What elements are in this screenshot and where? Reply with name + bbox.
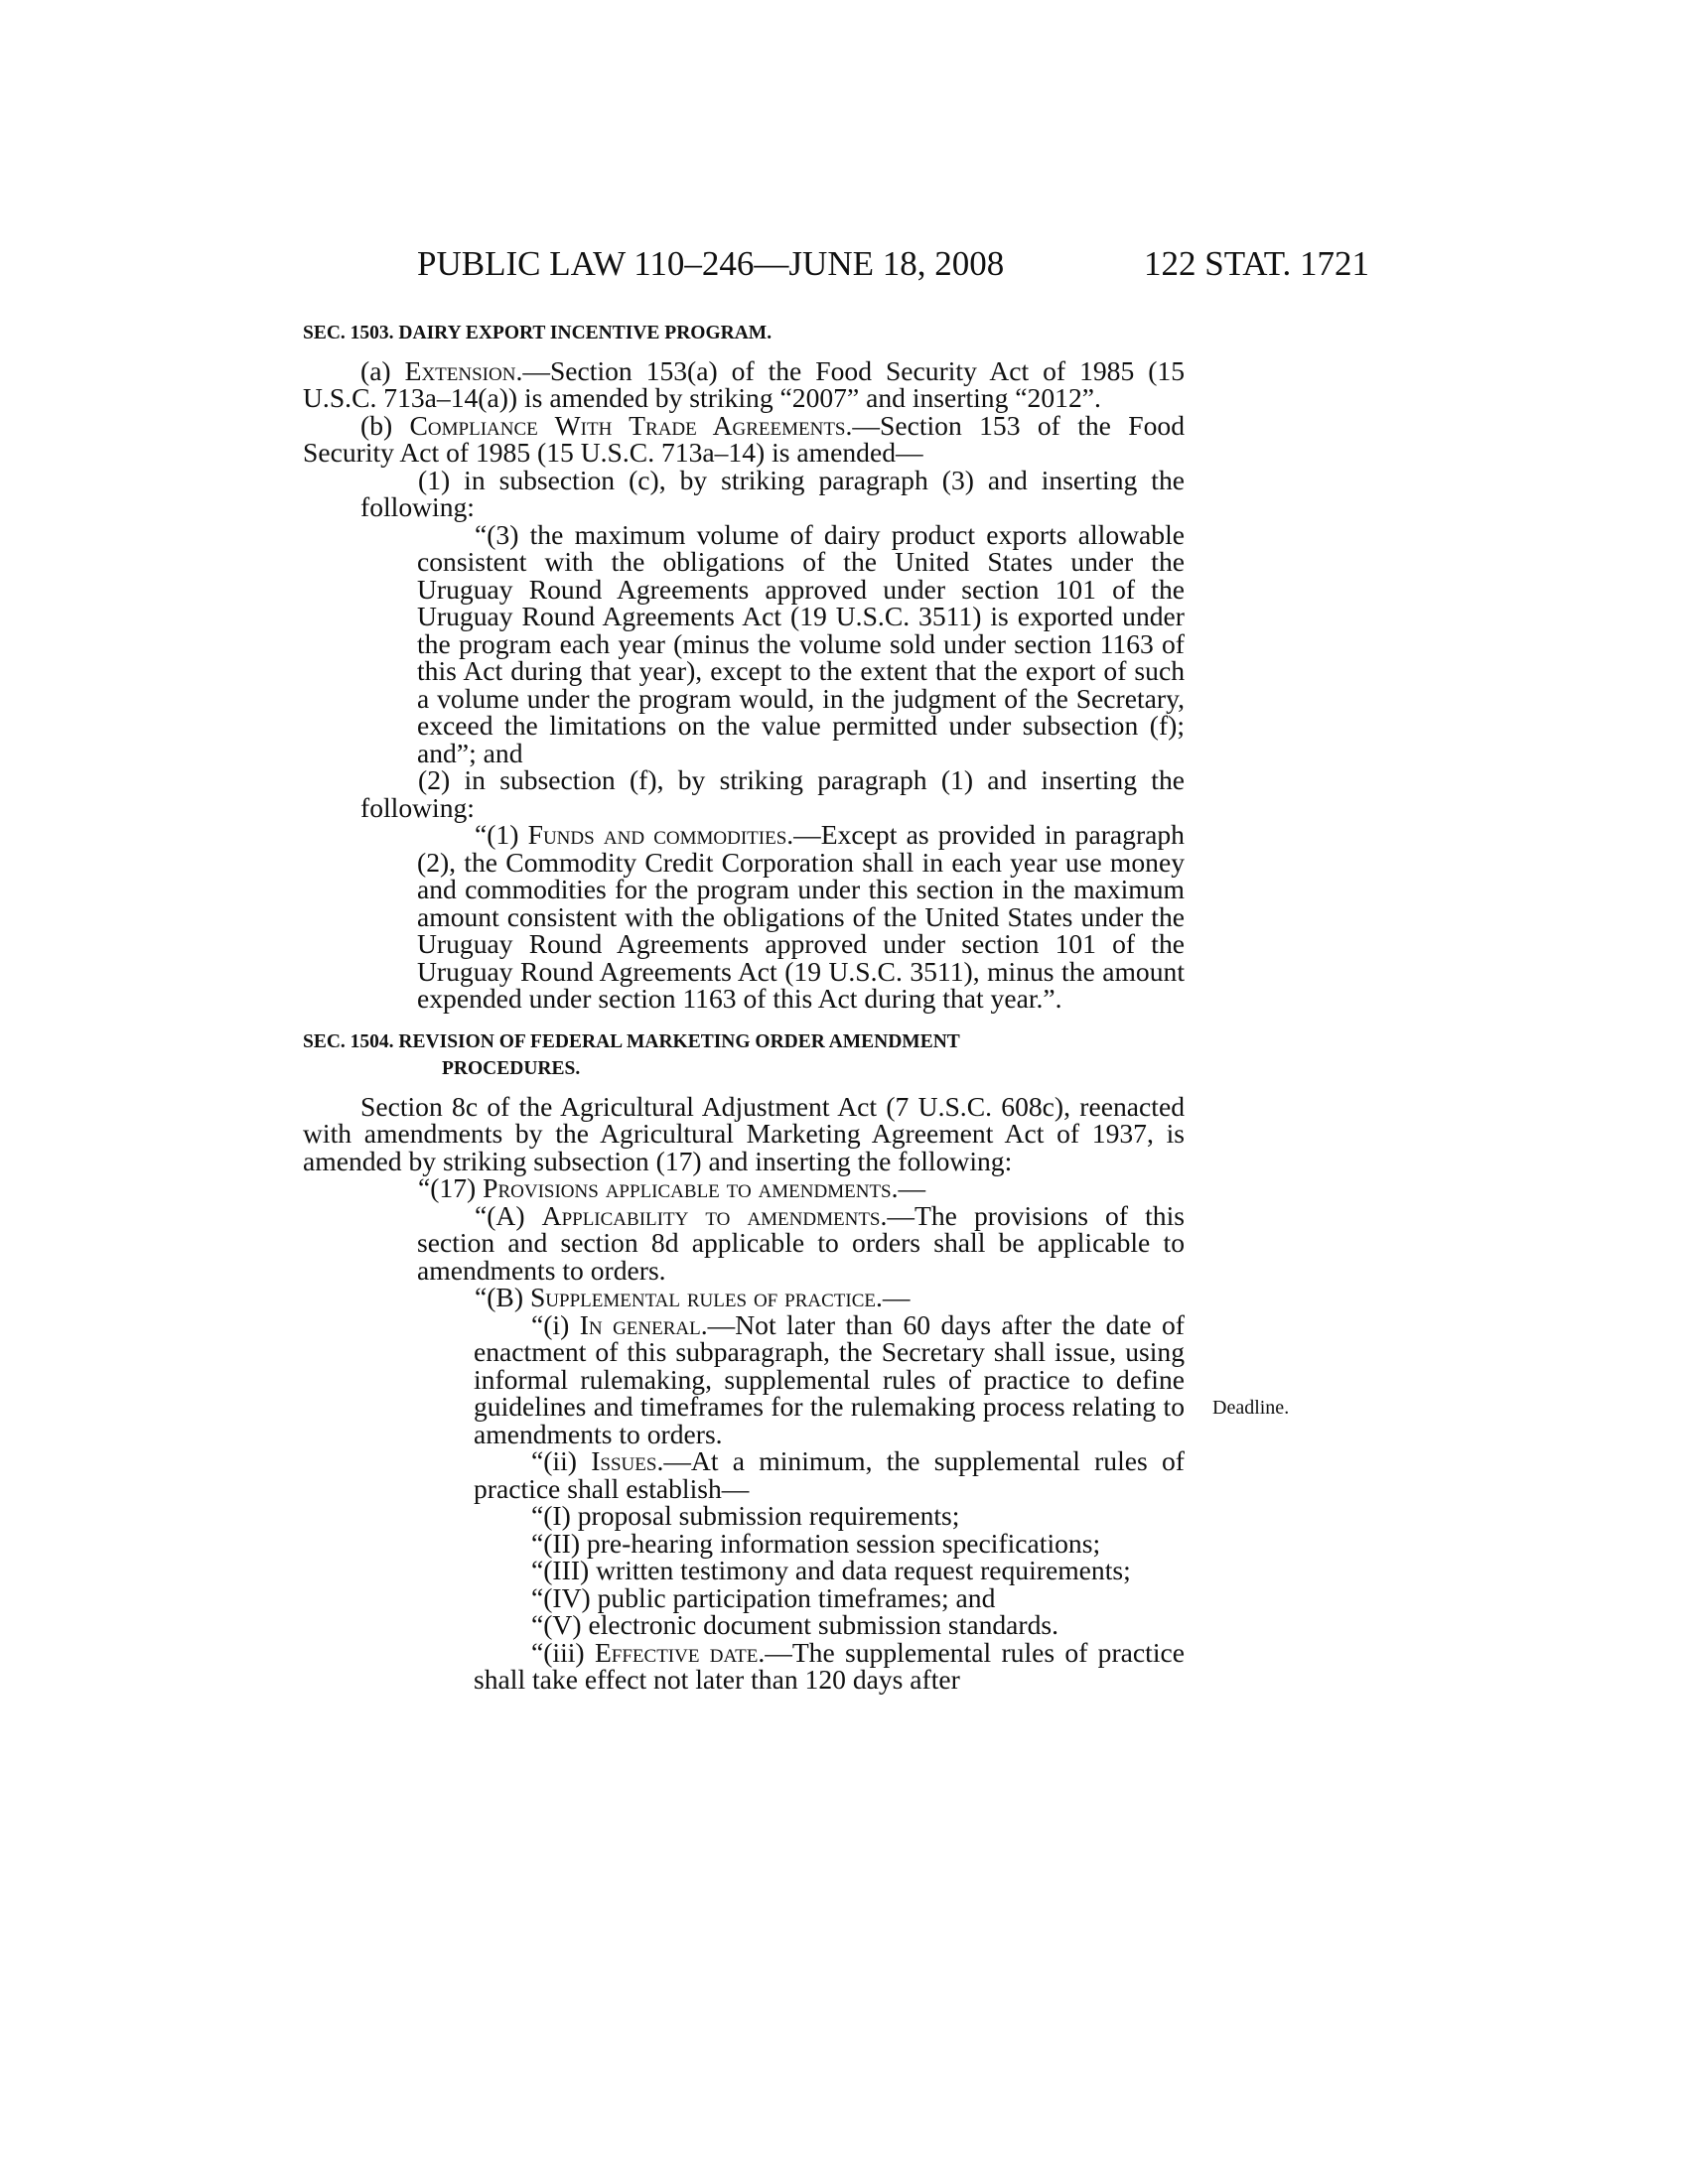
margin-note-deadline: Deadline. [1212, 1397, 1290, 1419]
subparagraph-A: “(A) Applicability to amendments.—The provisions of this section and section 8d applicable to orders shall be applicable to amendments to orders. [417, 1199, 1185, 1286]
quoted-subsection-17: “(17) Provisions applicable to amendments.— [418, 1172, 926, 1203]
subclause-I: “(I) proposal submission requirements; [531, 1500, 960, 1531]
caption-funds: Funds and commodities [527, 819, 787, 850]
subsection-b: (b) Compliance With Trade Agreements.—Section 153 of the Food Security Act of 1985 (15 U.S.C. 713a–14) is amended— [303, 409, 1185, 468]
caption-compliance: Compliance With Trade Agreements [409, 409, 846, 441]
paragraph-b2: (2) in subsection (f), by striking paragraph (1) and inserting the following: [360, 764, 1185, 823]
subparagraph-B: “(B) Supplemental rules of practice.— [475, 1282, 911, 1312]
caption-extension: Extension [404, 354, 516, 386]
subsection-a: (a) Extension.—Section 153(a) of the Food Security Act of 1985 (15 U.S.C. 713a–14(a)) is amended by striking “2007” and inserting “2012”. [303, 354, 1185, 413]
clause-iii: “(iii) Effective date.—The supplemental rules of practice shall take effect not later than 120 days after [474, 1636, 1185, 1695]
running-head-title: PUBLIC LAW 110–246—JUNE 18, 2008 [417, 244, 1005, 283]
section-1504-heading: SEC. 1504. REVISION OF FEDERAL MARKETING ORDER AMENDMENT PROCEDURES. [303, 1030, 960, 1079]
page-header [0, 244, 1688, 288]
section-1504-intro: Section 8c of the Agricultural Adjustment Act (7 U.S.C. 608c), reenacted with amendments by the Agricultural Marketing Agreement Act of 1937, is amended by striking subsection (17) and inserting the following: [303, 1090, 1185, 1176]
subclause-IV: “(IV) public participation timeframes; and [531, 1581, 996, 1613]
clause-i: “(i) In general.—Not later than 60 days after the date of enactment of this subparagraph, the Secretary shall issue, using informal rulemaking, supplemental rules of practice to define guidelines and timeframes for the rulemaking process relating to amendments to orders. [474, 1308, 1185, 1449]
paragraph-b1: (1) in subsection (c), by striking paragraph (3) and inserting the following: [360, 464, 1185, 522]
statute-page-number: 122 STAT. 1721 [1144, 244, 1369, 283]
quoted-paragraph-3: “(3) the maximum volume of dairy product exports allowable consistent with the obligations of the United States under the Uruguay Round Agreements approved under section 101 of the Uruguay Round Agreements Act (19 U.S.C. 3511) is exported under the program each year (minus the volume sold under section 1163 of this Act during that year), except to the extent that the export of such a volume under the program would, in the judgment of the Secretary, exceed the limitations on the value permitted under subsection (f); and”; and [417, 518, 1185, 768]
section-1503-heading: SEC. 1503. DAIRY EXPORT INCENTIVE PROGRAM. [303, 323, 773, 343]
clause-ii: “(ii) Issues.—At a minimum, the supplemental rules of practice shall establish— [474, 1445, 1185, 1504]
quoted-paragraph-1: “(1) Funds and commodities.—Except as provided in paragraph (2), the Commodity Credit Corporation shall in each year use money and commodities for the program under this section in the maximum amount consistent with the obligations of the United States under the Uruguay Round Agreements approved under section 101 of the Uruguay Round Agreements Act (19 U.S.C. 3511), minus the amount expended under section 1163 of this Act during that year.”. [417, 819, 1185, 1014]
body-column [303, 320, 1185, 1694]
subclause-III: “(III) written testimony and data request requirements; [531, 1555, 1131, 1585]
subclause-V: “(V) electronic document submission standards. [531, 1609, 1059, 1640]
subclause-II: “(II) pre-hearing information session specifications; [531, 1527, 1101, 1559]
